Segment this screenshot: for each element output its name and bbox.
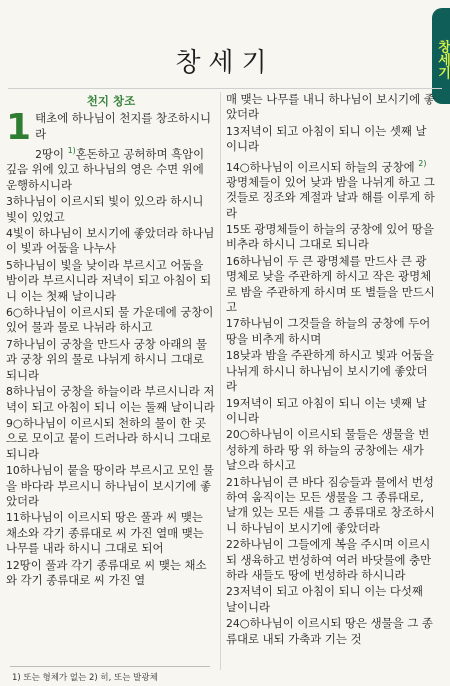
- verse-number: 20: [226, 428, 240, 442]
- verse: [6, 226, 216, 257]
- right-column: [226, 92, 436, 648]
- verse-list-left: [6, 107, 216, 588]
- verse-number: 6: [6, 306, 13, 320]
- verse-text: 저녁이 되고 아침이 되니 이는 셋째 날이니라: [226, 123, 427, 154]
- verse-text: ○하나님이 이르시되 땅은 생물을 그 종류대로 내되 가축과 기는 것: [226, 616, 433, 646]
- verse-number: 5: [6, 258, 13, 272]
- verse: [6, 143, 216, 193]
- verse-number: 14: [226, 160, 240, 174]
- verse-text-continued: 혼돈하고 공허하며 흑암이 깊음 위에 있고 하나님의 영은 수면 위에 운행하시니라: [6, 147, 205, 192]
- verse: [226, 427, 436, 473]
- verse-text: 하나님이 그들에게 복을 주시며 이르시되 생육하고 번성하여 여러 바닷물에 충만하라 새들도 땅에 번성하라 하시니라: [226, 537, 432, 582]
- verse-text: 하나님이 두 큰 광명체를 만드사 큰 광명체로 낮을 주관하게 하시고 작은 광명체로 밤을 주관하게 하시며 또 별들을 만드시고: [226, 253, 435, 315]
- verse-text: 저녁이 되고 아침이 되니 이는 다섯째 날이니라: [226, 584, 423, 614]
- verse: [226, 92, 436, 123]
- header-divider: [8, 88, 442, 89]
- verse: [6, 463, 216, 509]
- verse: [6, 337, 216, 383]
- verse-text: 하나님이 이르시되 땅은 풀과 씨 맺는 채소와 각기 종류대로 씨 가진 열매 맺는 나무를 내라 하시니 그대로 되어: [6, 510, 204, 556]
- verse-number: 7: [6, 337, 13, 351]
- section-heading: 천지 창조: [86, 94, 136, 108]
- left-column: [6, 92, 216, 589]
- book-tab[interactable]: 창세기: [432, 8, 450, 104]
- verse-text-continued: 광명체들이 있어 낮과 밤을 나뉘게 하고 그것들로 징조와 계절과 날과 해를 이루게 하라: [226, 174, 435, 220]
- verse: [6, 258, 216, 304]
- verse: [226, 222, 436, 253]
- verse-number: 23: [226, 585, 240, 599]
- verse-number: 16: [226, 254, 240, 268]
- verse: [226, 584, 436, 615]
- verse-number: 2: [35, 148, 42, 162]
- verse-number: 22: [226, 538, 240, 552]
- verse-text: ○하나님이 이르시되 물들은 생물을 번성하게 하라 땅 위 하늘의 궁창에는 새가 날으라 하시고: [226, 427, 430, 473]
- verse-text: 하나님이 큰 바다 짐승들과 물에서 번성하여 움직이는 모든 생물을 그 종류대로, 날개 있는 모든 새를 그 종류대로 창조하시니 하나님이 보시기에 좋았더라: [226, 474, 435, 535]
- verse-number: 13: [226, 124, 240, 138]
- verse: [6, 384, 216, 415]
- page-title: 창세기: [175, 48, 275, 78]
- verse: [6, 107, 216, 149]
- column-divider: [220, 92, 221, 670]
- verse-text: 땅이: [41, 147, 68, 162]
- verse-text: 하나님이 빛을 낮이라 부르시고 어둠을 밤이라 부르시니라 저녁이 되고 아침이 되니 이는 첫째 날이니라: [6, 257, 212, 303]
- verse-number: 24: [226, 617, 240, 631]
- verse-text: 하나님이 궁창을 하늘이라 부르시니라 저녁이 되고 아침이 되니 이는 둘째 날이니라: [6, 384, 215, 414]
- verse-text: ○하나님이 이르시되 물 가운데에 궁창이 있어 물과 물로 나뉘라 하시고: [6, 305, 214, 335]
- verse-text: 하나님이 뭍을 땅이라 부르시고 모인 물을 바다라 부르시니 하나님이 보시기에 좋았더라: [6, 463, 214, 508]
- verse: [226, 396, 436, 427]
- footnote: 1) 또는 형체가 없는 2) 히, 또는 발광체: [12, 673, 158, 683]
- verse-text: 태초에 하나님이 천지를 창조하시니라: [35, 111, 211, 141]
- verse: [226, 537, 436, 583]
- verse-number: 21: [226, 475, 240, 489]
- verse-text: 하나님이 이르시되 빛이 있으라 하시니 빛이 있었고: [6, 194, 204, 224]
- footnote-marker[interactable]: 2): [418, 158, 427, 168]
- verse: [226, 316, 436, 347]
- verse-text: 하나님이 그것들을 하늘의 궁창에 두어 땅을 비추게 하시며: [226, 316, 431, 346]
- verse-text: 매 맺는 나무를 내니 하나님이 보시기에 좋았더라: [226, 92, 435, 122]
- footnote-marker[interactable]: 1): [67, 146, 76, 156]
- verse-list-right: [226, 92, 436, 647]
- verse-number: 17: [226, 317, 240, 331]
- verse-number: 3: [6, 195, 13, 209]
- verse-number: 8: [6, 385, 13, 399]
- verse: [6, 416, 216, 462]
- verse: [226, 124, 436, 155]
- verse: [6, 558, 216, 589]
- verse: [226, 348, 436, 394]
- verse-number: 10: [6, 464, 20, 478]
- verse-number: 4: [6, 227, 13, 241]
- verse-text: 땅이 풀과 각기 종류대로 씨 맺는 채소와 각기 종류대로 씨 가진 열: [6, 557, 207, 587]
- verse: [6, 194, 216, 225]
- footnote-divider: [10, 666, 210, 667]
- verse: [226, 156, 436, 221]
- verse: [6, 305, 216, 336]
- verse-number: 12: [6, 558, 20, 572]
- chapter-number: 1: [6, 107, 32, 149]
- verse-text: 하나님이 궁창을 만드사 궁창 아래의 물과 궁창 위의 물로 나뉘게 하시니 그대로 되니라: [6, 336, 208, 382]
- verse: [6, 510, 216, 556]
- verse-text: 또 광명체들이 하늘의 궁창에 있어 땅을 비추라 하시니 그대로 되니라: [226, 222, 434, 252]
- verse-number: 15: [226, 223, 240, 237]
- verse: [226, 616, 436, 647]
- verse-number: 9: [6, 416, 13, 430]
- verse: [226, 254, 436, 316]
- verse-text: 빛이 하나님이 보시기에 좋았더라 하나님이 빛과 어둠을 나누사: [6, 226, 215, 256]
- verse-number: 11: [6, 511, 20, 525]
- verse-text: 저녁이 되고 아침이 되니 이는 넷째 날이니라: [226, 395, 427, 425]
- verse-text: 낮과 밤을 주관하게 하시고 빛과 어둠을 나뉘게 하시니 하나님이 보시기에 좋았더라: [226, 348, 434, 394]
- verse-number: 18: [226, 349, 240, 363]
- verse-text: ○하나님이 이르시되 하늘의 궁창에: [239, 159, 419, 174]
- verse: [226, 475, 436, 537]
- verse-text: ○하나님이 이르시되 천하의 물이 한 곳으로 모이고 뭍이 드러나라 하시니 그대로 되니라: [6, 415, 212, 461]
- verse-number: 19: [226, 396, 240, 410]
